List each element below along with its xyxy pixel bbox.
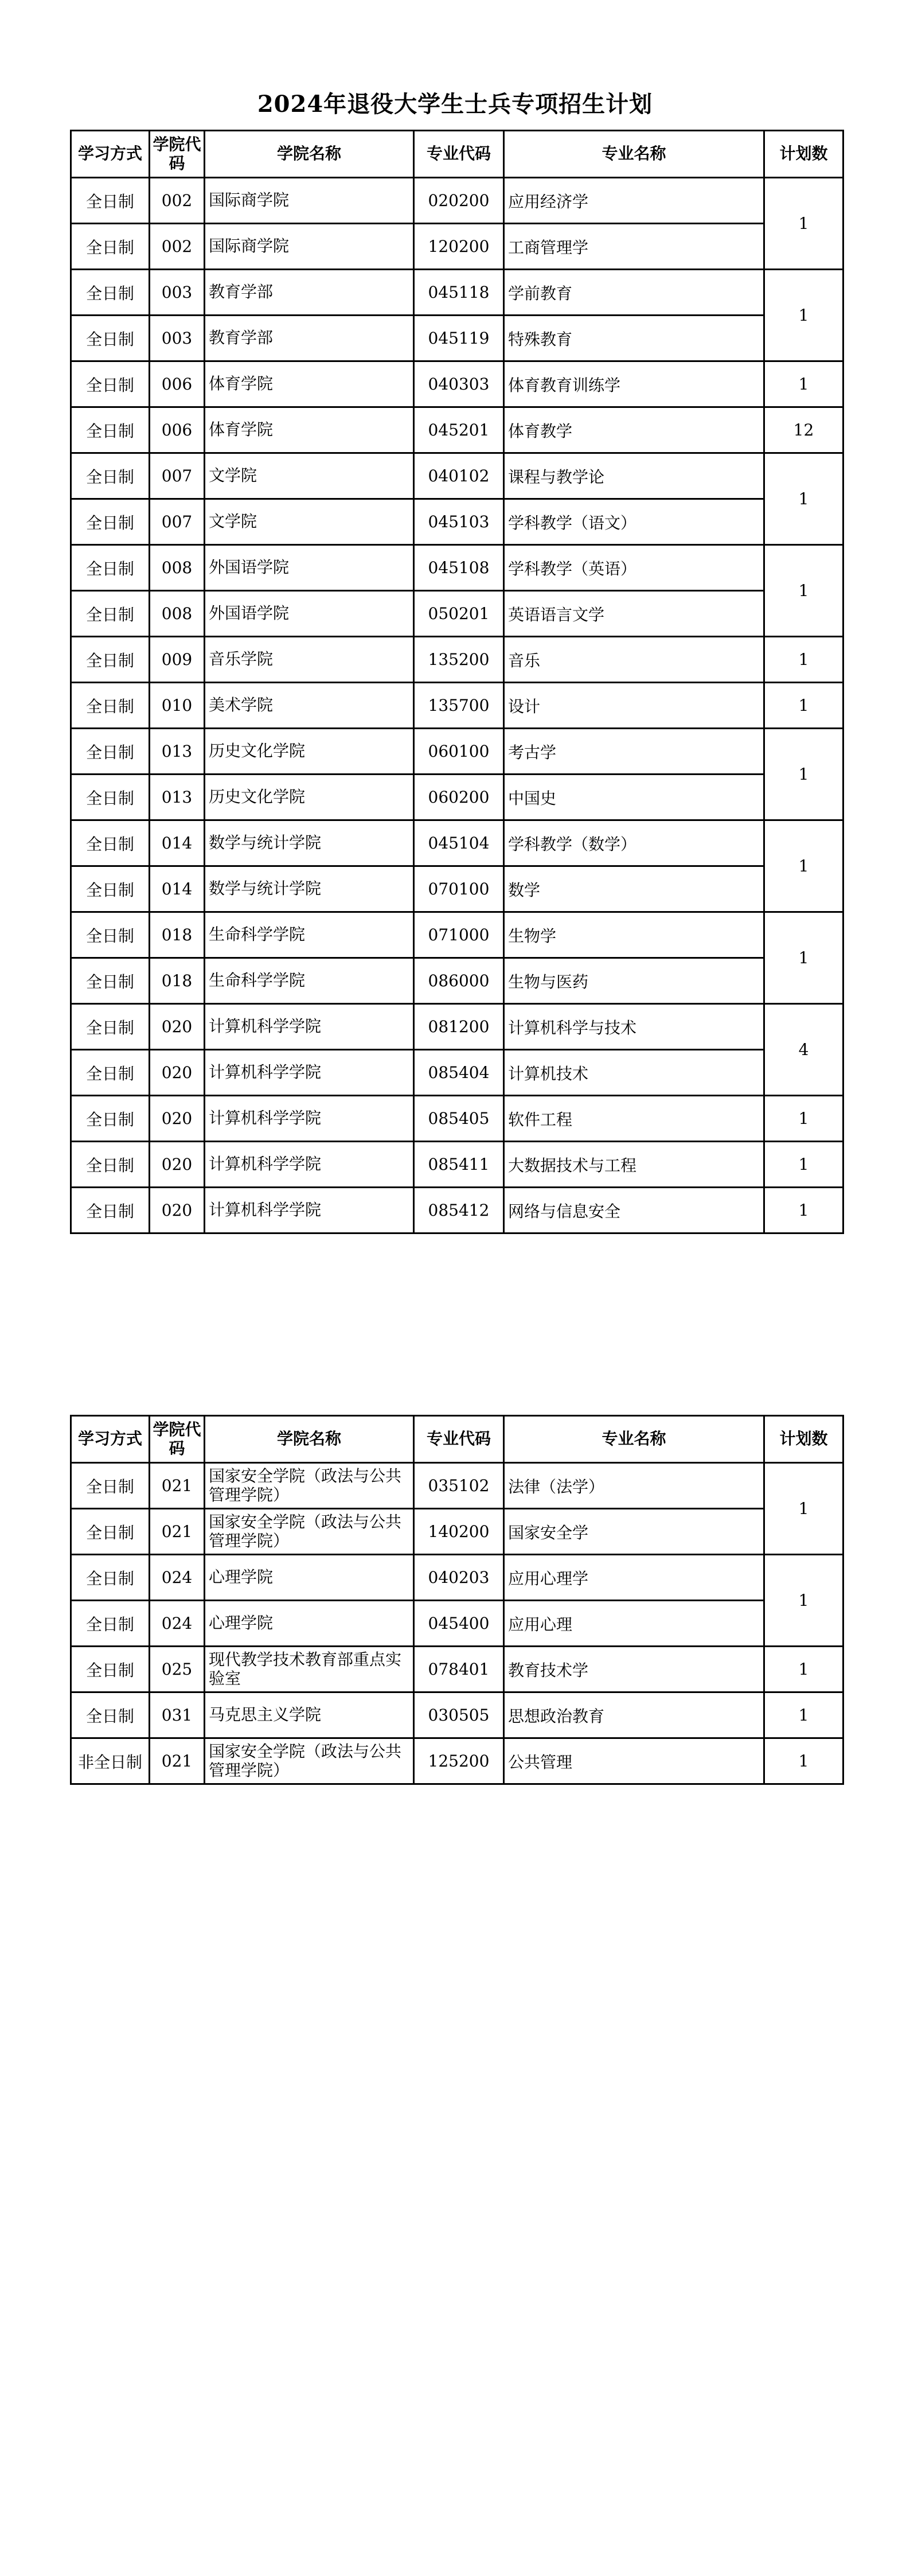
major-name-cell: 体育教育训练学 [504,361,764,407]
major-code-cell: 071000 [414,912,504,958]
header-row [71,131,843,178]
page-title: 2024年退役大学生士兵专项招生计划 [257,91,653,118]
college-code-cell: 021 [150,1738,205,1784]
college-name-cell: 外国语学院 [205,545,414,591]
mode-cell: 全日制 [71,912,150,958]
mode-cell: 全日制 [71,361,150,407]
header-college-code: 学院代码 [150,1416,205,1463]
major-name-cell: 国家安全学 [504,1509,764,1555]
mode-cell: 全日制 [71,224,150,270]
college-name-cell: 计算机科学学院 [205,1188,414,1233]
major-code-cell: 085404 [414,1050,504,1096]
major-name-cell: 考古学 [504,729,764,775]
plan-cell: 1 [764,1555,843,1647]
header-major-code: 专业代码 [414,131,504,178]
enrollment-plan-table-1 [70,130,844,1234]
college-code-cell: 020 [150,1188,205,1233]
plan-cell: 1 [764,1647,843,1692]
college-name-cell: 历史文化学院 [205,729,414,775]
college-code-cell: 025 [150,1647,205,1692]
major-name-cell: 生物与医药 [504,958,764,1004]
plan-cell: 12 [764,407,843,453]
college-name-cell: 文学院 [205,499,414,545]
college-name-cell: 音乐学院 [205,637,414,683]
mode-cell: 全日制 [71,1004,150,1050]
major-code-cell: 085411 [414,1142,504,1188]
college-code-cell: 013 [150,729,205,775]
major-code-cell: 060100 [414,729,504,775]
table-row [71,591,843,637]
table-row [71,1050,843,1096]
major-name-cell: 学科教学（语文） [504,499,764,545]
plan-cell: 1 [764,545,843,637]
college-code-cell: 008 [150,545,205,591]
header-major-code: 专业代码 [414,1416,504,1463]
major-name-cell: 音乐 [504,637,764,683]
plan-cell: 1 [764,270,843,361]
table-row [71,1188,843,1233]
college-name-cell: 数学与统计学院 [205,820,414,866]
major-code-cell: 120200 [414,224,504,270]
major-name-cell: 教育技术学 [504,1647,764,1692]
major-code-cell: 045108 [414,545,504,591]
major-code-cell: 050201 [414,591,504,637]
plan-cell: 1 [764,637,843,683]
plan-cell: 1 [764,1188,843,1233]
major-name-cell: 中国史 [504,775,764,820]
mode-cell: 全日制 [71,637,150,683]
table-row [71,270,843,316]
major-name-cell: 网络与信息安全 [504,1188,764,1233]
table-row [71,729,843,775]
major-name-cell: 思想政治教育 [504,1692,764,1738]
major-code-cell: 060200 [414,775,504,820]
plan-cell: 1 [764,1463,843,1555]
college-name-cell: 国家安全学院（政法与公共管理学院） [205,1738,414,1784]
mode-cell: 全日制 [71,591,150,637]
major-code-cell: 040203 [414,1555,504,1601]
college-name-cell: 历史文化学院 [205,775,414,820]
college-code-cell: 010 [150,683,205,729]
plan-cell: 1 [764,1142,843,1188]
table-row [71,820,843,866]
table-row [71,1647,843,1692]
college-name-cell: 计算机科学学院 [205,1096,414,1142]
college-name-cell: 教育学部 [205,270,414,316]
mode-cell: 全日制 [71,1463,150,1509]
header-plan: 计划数 [764,1416,843,1463]
major-code-cell: 045400 [414,1601,504,1647]
table-row [71,316,843,361]
college-name-cell: 心理学院 [205,1555,414,1601]
mode-cell: 全日制 [71,1142,150,1188]
mode-cell: 全日制 [71,1692,150,1738]
major-code-cell: 078401 [414,1647,504,1692]
college-code-cell: 006 [150,407,205,453]
major-code-cell: 081200 [414,1004,504,1050]
major-name-cell: 公共管理 [504,1738,764,1784]
header-college-name: 学院名称 [205,131,414,178]
table-row [71,499,843,545]
major-code-cell: 086000 [414,958,504,1004]
college-code-cell: 020 [150,1096,205,1142]
table-row [71,912,843,958]
college-code-cell: 020 [150,1050,205,1096]
plan-cell: 1 [764,1738,843,1784]
mode-cell: 全日制 [71,545,150,591]
college-code-cell: 007 [150,453,205,499]
college-name-cell: 文学院 [205,453,414,499]
major-name-cell: 数学 [504,866,764,912]
table-row [71,958,843,1004]
plan-cell: 4 [764,1004,843,1096]
major-name-cell: 学科教学（英语） [504,545,764,591]
college-name-cell: 国家安全学院（政法与公共管理学院） [205,1463,414,1509]
college-code-cell: 021 [150,1509,205,1555]
plan-cell: 1 [764,1692,843,1738]
table-row [71,545,843,591]
major-name-cell: 特殊教育 [504,316,764,361]
college-code-cell: 024 [150,1555,205,1601]
college-code-cell: 031 [150,1692,205,1738]
major-name-cell: 软件工程 [504,1096,764,1142]
mode-cell: 全日制 [71,407,150,453]
major-name-cell: 工商管理学 [504,224,764,270]
header-mode: 学习方式 [71,1416,150,1463]
table-row [71,1463,843,1509]
college-code-cell: 018 [150,912,205,958]
college-name-cell: 外国语学院 [205,591,414,637]
major-code-cell: 035102 [414,1463,504,1509]
table-row [71,1142,843,1188]
table-row [71,637,843,683]
mode-cell: 非全日制 [71,1738,150,1784]
plan-cell: 1 [764,683,843,729]
major-code-cell: 045118 [414,270,504,316]
plan-cell: 1 [764,453,843,545]
header-college-name: 学院名称 [205,1416,414,1463]
college-code-cell: 020 [150,1004,205,1050]
college-name-cell: 体育学院 [205,361,414,407]
major-code-cell: 135700 [414,683,504,729]
major-name-cell: 计算机技术 [504,1050,764,1096]
table-row [71,1096,843,1142]
major-code-cell: 070100 [414,866,504,912]
major-code-cell: 045201 [414,407,504,453]
college-name-cell: 生命科学学院 [205,958,414,1004]
college-name-cell: 计算机科学学院 [205,1004,414,1050]
mode-cell: 全日制 [71,775,150,820]
table-row [71,361,843,407]
header-college-code: 学院代码 [150,131,205,178]
college-code-cell: 008 [150,591,205,637]
college-name-cell: 国际商学院 [205,224,414,270]
major-name-cell: 学科教学（数学） [504,820,764,866]
college-code-cell: 014 [150,866,205,912]
mode-cell: 全日制 [71,683,150,729]
major-code-cell: 040102 [414,453,504,499]
header-mode: 学习方式 [71,131,150,178]
mode-cell: 全日制 [71,453,150,499]
major-code-cell: 045103 [414,499,504,545]
major-code-cell: 020200 [414,178,504,224]
major-name-cell: 课程与教学论 [504,453,764,499]
major-name-cell: 英语语言文学 [504,591,764,637]
mode-cell: 全日制 [71,1509,150,1555]
plan-cell: 1 [764,729,843,820]
college-code-cell: 021 [150,1463,205,1509]
table-row [71,866,843,912]
mode-cell: 全日制 [71,1555,150,1601]
major-code-cell: 085412 [414,1188,504,1233]
major-code-cell: 030505 [414,1692,504,1738]
table-row [71,1692,843,1738]
major-code-cell: 045104 [414,820,504,866]
major-code-cell: 085405 [414,1096,504,1142]
plan-cell: 1 [764,361,843,407]
major-code-cell: 135200 [414,637,504,683]
college-code-cell: 020 [150,1142,205,1188]
major-name-cell: 生物学 [504,912,764,958]
college-name-cell: 生命科学学院 [205,912,414,958]
major-name-cell: 计算机科学与技术 [504,1004,764,1050]
major-name-cell: 体育教学 [504,407,764,453]
college-name-cell: 国家安全学院（政法与公共管理学院） [205,1509,414,1555]
plan-cell: 1 [764,820,843,912]
table-row [71,1509,843,1555]
major-name-cell: 应用心理 [504,1601,764,1647]
college-code-cell: 002 [150,178,205,224]
mode-cell: 全日制 [71,316,150,361]
mode-cell: 全日制 [71,1647,150,1692]
mode-cell: 全日制 [71,1096,150,1142]
college-name-cell: 国际商学院 [205,178,414,224]
table-row [71,1555,843,1601]
major-name-cell: 应用经济学 [504,178,764,224]
mode-cell: 全日制 [71,499,150,545]
plan-cell: 1 [764,1096,843,1142]
table-row [71,775,843,820]
major-name-cell: 应用心理学 [504,1555,764,1601]
major-name-cell: 学前教育 [504,270,764,316]
major-name-cell: 大数据技术与工程 [504,1142,764,1188]
mode-cell: 全日制 [71,1050,150,1096]
college-code-cell: 014 [150,820,205,866]
mode-cell: 全日制 [71,178,150,224]
mode-cell: 全日制 [71,866,150,912]
table-row [71,453,843,499]
header-row [71,1416,843,1463]
major-code-cell: 045119 [414,316,504,361]
header-plan: 计划数 [764,131,843,178]
table-row [71,1004,843,1050]
major-code-cell: 040303 [414,361,504,407]
table-row [71,683,843,729]
college-code-cell: 018 [150,958,205,1004]
college-code-cell: 024 [150,1601,205,1647]
header-major-name: 专业名称 [504,1416,764,1463]
college-name-cell: 马克思主义学院 [205,1692,414,1738]
table-row [71,178,843,224]
table-row [71,224,843,270]
college-name-cell: 数学与统计学院 [205,866,414,912]
college-name-cell: 心理学院 [205,1601,414,1647]
major-name-cell: 设计 [504,683,764,729]
college-name-cell: 现代教学技术教育部重点实验室 [205,1647,414,1692]
college-code-cell: 003 [150,316,205,361]
college-code-cell: 002 [150,224,205,270]
college-code-cell: 007 [150,499,205,545]
mode-cell: 全日制 [71,958,150,1004]
college-name-cell: 计算机科学学院 [205,1142,414,1188]
college-code-cell: 009 [150,637,205,683]
mode-cell: 全日制 [71,1188,150,1233]
mode-cell: 全日制 [71,1601,150,1647]
college-code-cell: 006 [150,361,205,407]
table-row [71,1601,843,1647]
enrollment-plan-table-2 [70,1415,844,1785]
plan-cell: 1 [764,912,843,1004]
mode-cell: 全日制 [71,729,150,775]
major-code-cell: 140200 [414,1509,504,1555]
college-code-cell: 013 [150,775,205,820]
header-major-name: 专业名称 [504,131,764,178]
major-name-cell: 法律（法学） [504,1463,764,1509]
college-name-cell: 美术学院 [205,683,414,729]
college-code-cell: 003 [150,270,205,316]
mode-cell: 全日制 [71,820,150,866]
plan-cell: 1 [764,178,843,270]
college-name-cell: 体育学院 [205,407,414,453]
table-row [71,407,843,453]
table-row [71,1738,843,1784]
mode-cell: 全日制 [71,270,150,316]
college-name-cell: 计算机科学学院 [205,1050,414,1096]
college-name-cell: 教育学部 [205,316,414,361]
major-code-cell: 125200 [414,1738,504,1784]
